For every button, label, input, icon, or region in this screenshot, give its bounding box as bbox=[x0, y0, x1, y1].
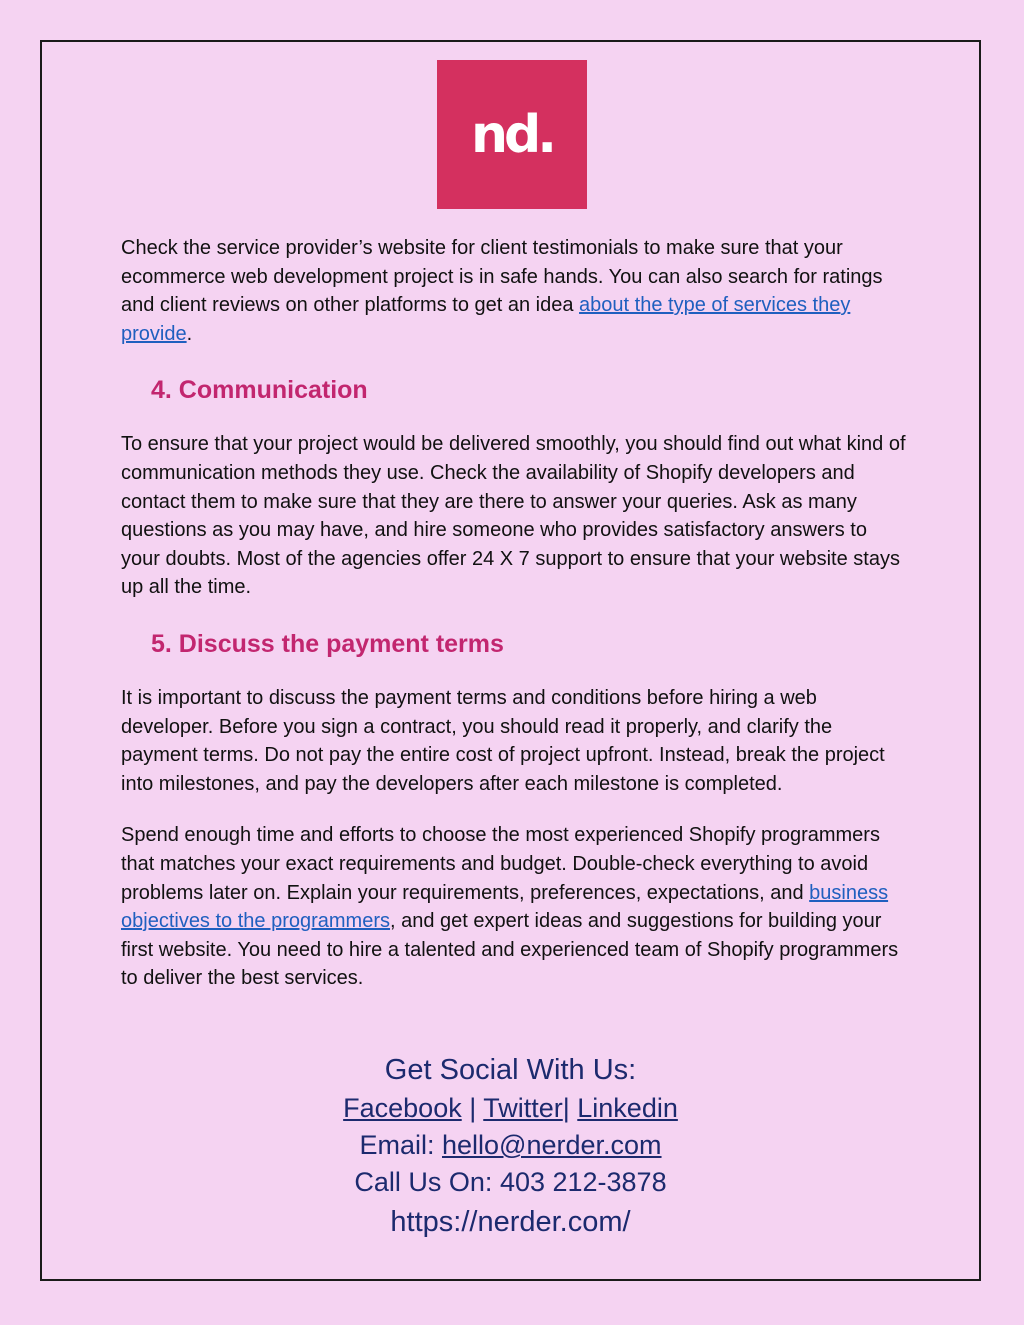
closing-text-after: , and get expert ideas and suggestions for building your first website. You need to hire a talented and experienced team of Shopify programmers to deliver the best services. bbox=[121, 910, 899, 990]
business-objectives-link[interactable]: business objectives to the programmers bbox=[121, 881, 889, 933]
social-separator-1: | bbox=[461, 1093, 484, 1123]
nerder-logo bbox=[437, 60, 587, 209]
social-title: Get Social With Us: bbox=[384, 1054, 637, 1086]
communication-paragraph: To ensure that your project would be delivered smoothly, you should find out what kind of communication methods they use. Check the availability of Shopify developers and contact them to make sure that they are there to answer your queries. Ask as many questions as you may have, and hire someone who provides satisfactory answers to your doubts. Most of the agencies offer 24 X 7 support to ensure that your website stays up all the time. bbox=[121, 433, 906, 599]
email-row bbox=[40, 1127, 981, 1164]
email-link[interactable]: hello@nerder.com bbox=[442, 1130, 662, 1160]
social-separator-2: | bbox=[562, 1093, 578, 1123]
intro-text: Check the service provider’s website for client testimonials to make sure that your ecommerce web development project is in safe hands. You can also search for ratings and client reviews on other platforms to get an idea bbox=[121, 237, 883, 317]
twitter-link[interactable]: Twitter bbox=[483, 1093, 563, 1123]
heading-payment-terms: 5. Discuss the payment terms bbox=[151, 629, 504, 658]
website-url[interactable]: https://nerder.com/ bbox=[390, 1206, 631, 1238]
services-link[interactable]: about the type of services they provide bbox=[121, 294, 851, 345]
heading-communication: 4. Communication bbox=[151, 376, 368, 405]
linkedin-link[interactable]: Linkedin bbox=[577, 1093, 678, 1123]
social-footer bbox=[40, 1050, 981, 1243]
phone-label: Call Us On: bbox=[354, 1167, 500, 1197]
closing-text-before: Spend enough time and efforts to choose the most experienced Shopify programmers that matches your exact requirements and budget. Double-check everything to avoid problems later on. Explain your requirements, preferences, expectations, and bbox=[121, 824, 880, 904]
logo-text: nd. bbox=[471, 104, 553, 165]
phone-row bbox=[40, 1164, 981, 1201]
email-label: Email: bbox=[359, 1130, 442, 1160]
payment-paragraph: It is important to discuss the payment terms and conditions before hiring a web developer. Before you sign a contract, you should read it properly, and clarify the payment terms. Do not pay the entire cost of project upfront. Instead, break the project into milestones, and pay the developers after each milestone is completed. bbox=[121, 686, 885, 795]
phone-number: 403 212-3878 bbox=[499, 1167, 667, 1197]
facebook-link[interactable]: Facebook bbox=[343, 1093, 462, 1123]
article-content bbox=[121, 234, 911, 993]
intro-paragraph bbox=[121, 234, 911, 348]
intro-end: . bbox=[186, 322, 193, 345]
social-links-row bbox=[40, 1090, 981, 1127]
closing-paragraph bbox=[121, 821, 911, 993]
